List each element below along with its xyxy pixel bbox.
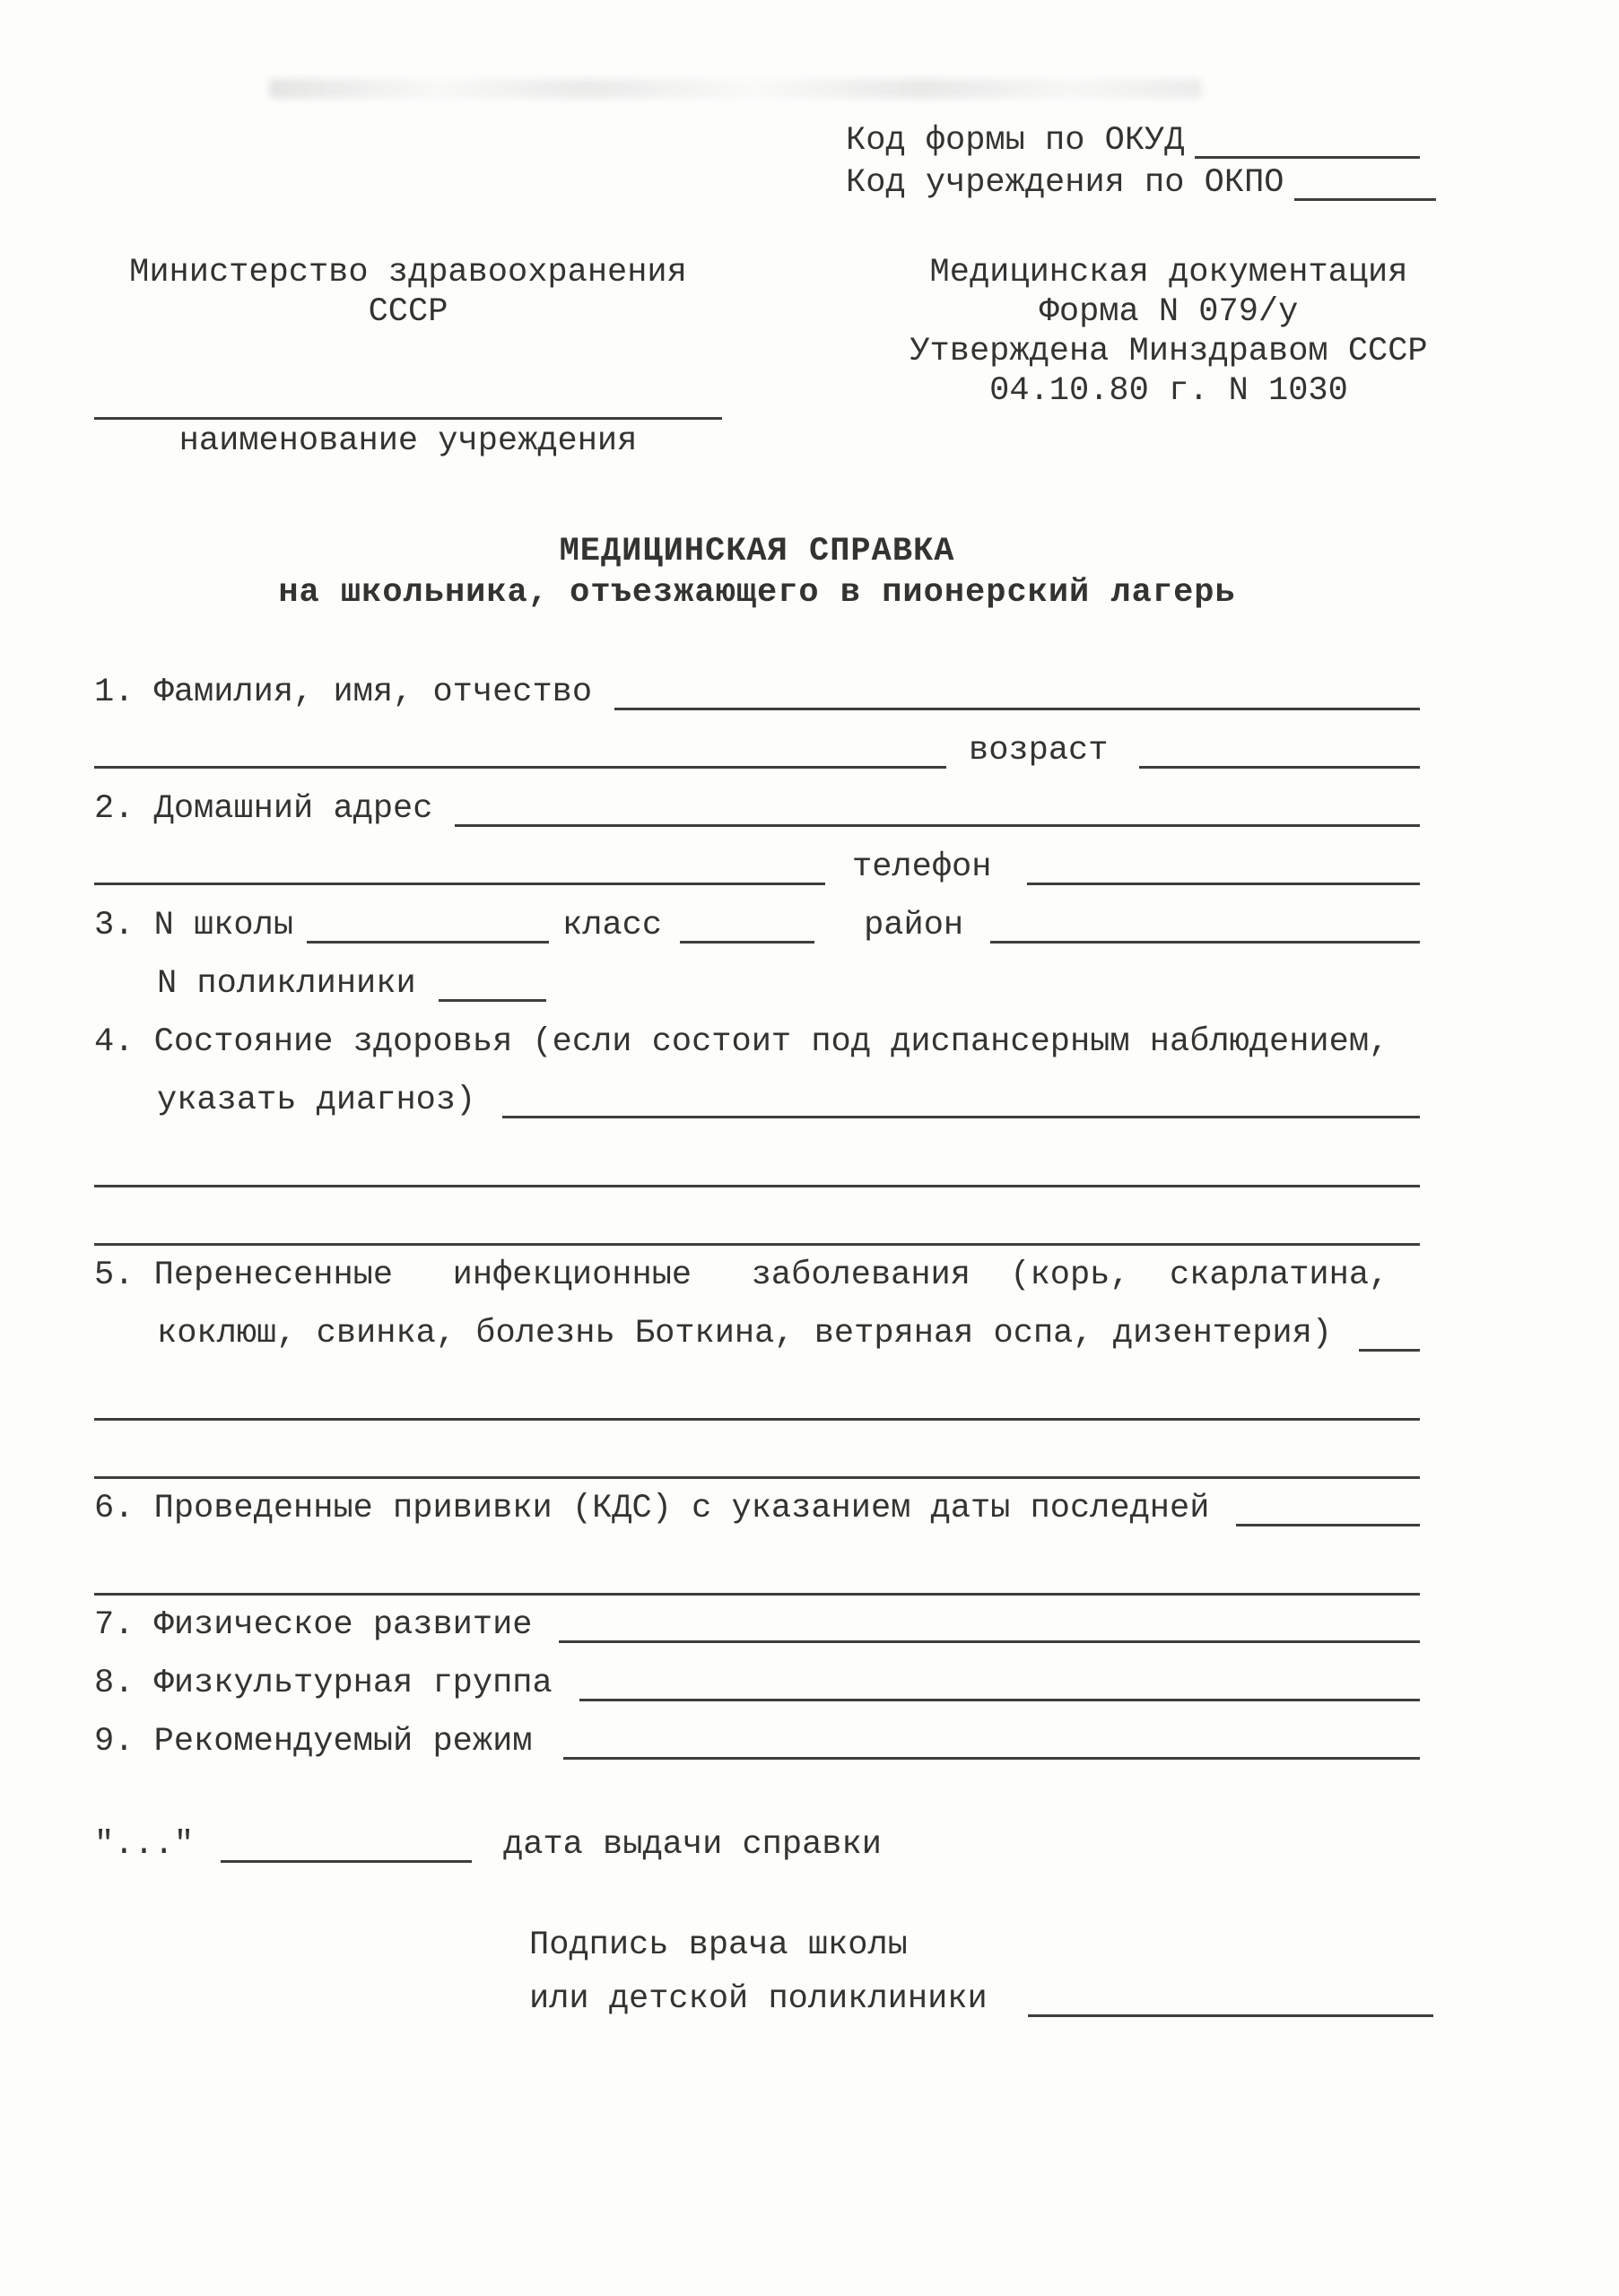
infections-blank-line <box>1359 1345 1420 1352</box>
infections-continuation-blank-line-1 <box>94 1414 1420 1421</box>
form-title <box>94 531 1420 613</box>
class-blank-line <box>680 937 814 944</box>
okud-code-row <box>846 117 1420 159</box>
item-5-text-line1: 5. Перенесенные инфекционные заболевания (корь, скарлатина, <box>94 1257 1389 1294</box>
item-4-text-line1: 4. Состояние здоровья (если состоит под диспансерным наблюдением, <box>94 1023 1389 1061</box>
form-title-line1: МЕДИЦИНСКАЯ СПРАВКА <box>559 533 955 570</box>
item-9-label: 9. Рекомендуемый режим <box>94 1723 533 1761</box>
doc-info-type: Медицинская документация <box>929 254 1408 291</box>
district-blank-line <box>990 937 1420 944</box>
institution-name-blank-line <box>94 417 722 420</box>
doc-info-order: 04.10.80 г. N 1030 <box>989 372 1348 410</box>
codes-block <box>846 117 1420 201</box>
okpo-blank-line <box>1294 195 1436 201</box>
class-label: класс <box>562 907 663 944</box>
signature-caption-row-1 <box>529 1909 1420 1963</box>
age-blank-line <box>1139 762 1420 769</box>
doc-info-approved-by: Утверждена Минздравом СССР <box>910 333 1428 370</box>
item-6-label: 6. Проведенные прививки (КДС) с указанием даты последней <box>94 1490 1210 1527</box>
clinic-row <box>94 944 1420 1002</box>
issue-date-caption: дата выдачи справки <box>503 1826 882 1864</box>
school-number-blank-line <box>307 937 549 944</box>
item-5-text-line2: коклюш, свинка, болезнь Боткина, ветряная оспа, дизентерия) <box>157 1315 1333 1352</box>
diagnosis-continuation-blank-line-1 <box>94 1181 1420 1187</box>
signature-blank-line <box>1028 2011 1433 2017</box>
signature-block <box>529 1909 1420 2017</box>
item-1-row <box>94 652 1420 710</box>
age-label: возраст <box>969 732 1109 770</box>
issue-date-row <box>94 1805 1420 1863</box>
okpo-code-row <box>846 159 1420 201</box>
signature-caption-line2: или детской поликлиники <box>529 1980 988 2018</box>
okpo-label: Код учреждения по ОКПО <box>846 164 1284 202</box>
item-2-row <box>94 769 1420 827</box>
phone-blank-line <box>1027 879 1420 885</box>
phone-label: телефон <box>852 848 992 886</box>
item-9-row <box>94 1701 1420 1760</box>
form-title-line2: на школьника, отъезжающего в пионерский лагерь <box>278 574 1236 612</box>
doc-info-block <box>891 253 1447 461</box>
fio-blank-line <box>614 704 1420 710</box>
okud-label: Код формы по ОКУД <box>846 122 1185 160</box>
okud-blank-line <box>1195 152 1420 159</box>
item-4-row-2 <box>94 1060 1420 1118</box>
ministry-name: Министерство здравоохранения <box>129 254 687 291</box>
item-5-row-2 <box>94 1293 1420 1352</box>
clinic-number-blank-line <box>439 996 546 1002</box>
diagnosis-continuation-blank-line-2 <box>94 1239 1420 1246</box>
physical-development-blank-line <box>559 1637 1420 1643</box>
item-4-row-1 <box>94 1002 1420 1060</box>
age-row <box>94 710 1420 769</box>
blank-line-row <box>94 1129 1420 1187</box>
item-7-label: 7. Физическое развитие <box>94 1606 533 1644</box>
clinic-number-label: N поликлиники <box>157 965 416 1003</box>
item-4-text-line2: указать диагноз) <box>157 1082 476 1119</box>
issue-date-blank-line <box>221 1857 472 1863</box>
item-8-label: 8. Физкультурная группа <box>94 1665 553 1702</box>
form-items <box>94 652 1420 1760</box>
regimen-blank-line <box>563 1753 1420 1760</box>
infections-continuation-blank-line-2 <box>94 1473 1420 1479</box>
institution-caption: наименование учреждения <box>178 422 638 460</box>
header-columns <box>94 253 1428 461</box>
diagnosis-blank-line <box>502 1112 1420 1118</box>
signature-caption-row-2 <box>529 1963 1420 2017</box>
address-continuation-blank-line <box>94 879 825 885</box>
school-number-label: 3. N школы <box>94 907 294 944</box>
ministry-country: СССР <box>368 293 448 331</box>
district-label: район <box>864 907 964 944</box>
item-1-label: 1. Фамилия, имя, отчество <box>94 674 593 711</box>
fio-continuation-blank-line <box>94 762 946 769</box>
item-2-label: 2. Домашний адрес <box>94 790 433 828</box>
blank-line-row <box>94 1362 1420 1421</box>
doc-info-form-number: Форма N 079/у <box>1039 293 1299 331</box>
date-quote: "..." <box>94 1826 195 1864</box>
issuer-block <box>94 253 722 461</box>
address-blank-line <box>455 821 1420 827</box>
phone-row <box>94 827 1420 885</box>
signature-caption-line1: Подпись врача школы <box>529 1926 908 1964</box>
item-3-row <box>94 885 1420 944</box>
pe-group-blank-line <box>579 1695 1420 1701</box>
scan-smudge-artifact <box>269 79 1202 99</box>
vaccinations-blank-line <box>1236 1520 1420 1526</box>
item-8-row <box>94 1643 1420 1701</box>
vaccinations-continuation-blank-line <box>94 1589 1420 1596</box>
